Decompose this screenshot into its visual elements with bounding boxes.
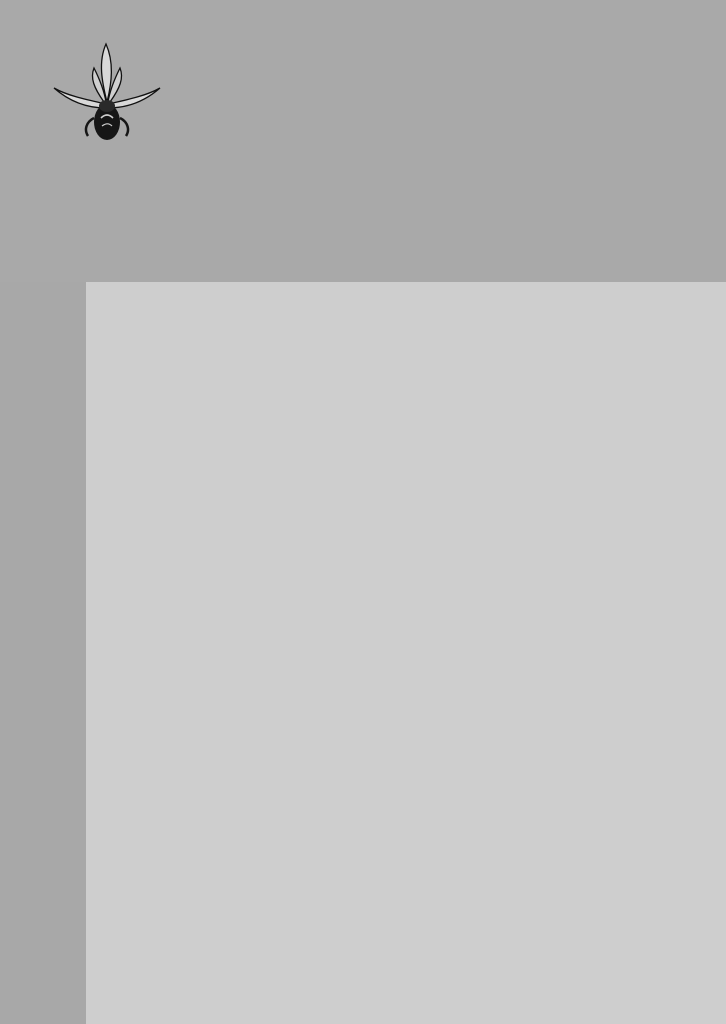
giros-logo — [26, 22, 188, 184]
side-strip — [0, 282, 86, 1024]
orchid-flower-icon — [54, 44, 160, 108]
content-panel — [86, 282, 726, 1024]
